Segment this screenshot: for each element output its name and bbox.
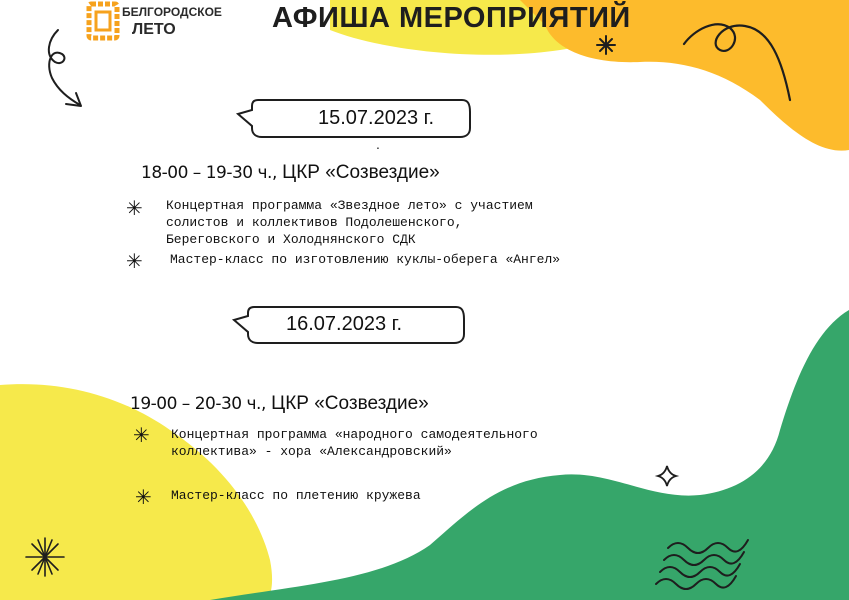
event-item-2-1 bbox=[171, 426, 538, 460]
logo-line-2: ЛЕТО bbox=[132, 21, 176, 38]
bullet-icon: ✳ bbox=[133, 423, 150, 447]
date-day-2: 16.07.2023 г. bbox=[286, 313, 403, 335]
bullet-icon: ✳ bbox=[135, 485, 152, 509]
stamp-frame-icon bbox=[86, 0, 120, 42]
event-line: коллектива» - хора «Александровский» bbox=[171, 444, 452, 459]
event-line: Мастер-класс по плетению кружева bbox=[171, 488, 421, 503]
time-place-day-2 bbox=[130, 393, 429, 415]
event-item-2-2 bbox=[171, 487, 421, 504]
separator-dot: . bbox=[376, 136, 380, 152]
logo-line-1: БЕЛГОРОДСКОЕ bbox=[122, 5, 222, 19]
logo bbox=[86, 0, 226, 44]
burst-bottom-left bbox=[26, 538, 64, 576]
time-day-2: 19-00 – 20-30 ч., bbox=[130, 394, 266, 414]
event-line: солистов и коллективов Подолешенского, bbox=[166, 215, 463, 230]
bullet-icon: ✳ bbox=[126, 249, 143, 273]
event-item-1-2 bbox=[170, 251, 560, 268]
event-line: Мастер-класс по изготовлению куклы-оберега «Ангел» bbox=[170, 252, 561, 267]
place-day-2: ЦКР «Созвездие» bbox=[271, 393, 429, 414]
page-title: АФИША МЕРОПРИЯТИЙ bbox=[272, 2, 631, 34]
event-line: Береговского и Холоднянского СДК bbox=[166, 232, 416, 247]
time-place-day-1 bbox=[141, 162, 440, 184]
date-day-1: 15.07.2023 г. bbox=[318, 107, 435, 129]
sparkle-right bbox=[658, 466, 676, 486]
bullet-icon: ✳ bbox=[126, 196, 143, 220]
event-item-1-1 bbox=[166, 197, 533, 248]
event-line: Концертная программа «народного самодеятельного bbox=[171, 427, 538, 442]
time-day-1: 18-00 – 19-30 ч., bbox=[141, 163, 277, 183]
event-line: Концертная программа «Звездное лето» с участием bbox=[166, 198, 533, 213]
place-day-1: ЦКР «Созвездие» bbox=[282, 162, 440, 183]
sparkle-top bbox=[597, 36, 615, 54]
